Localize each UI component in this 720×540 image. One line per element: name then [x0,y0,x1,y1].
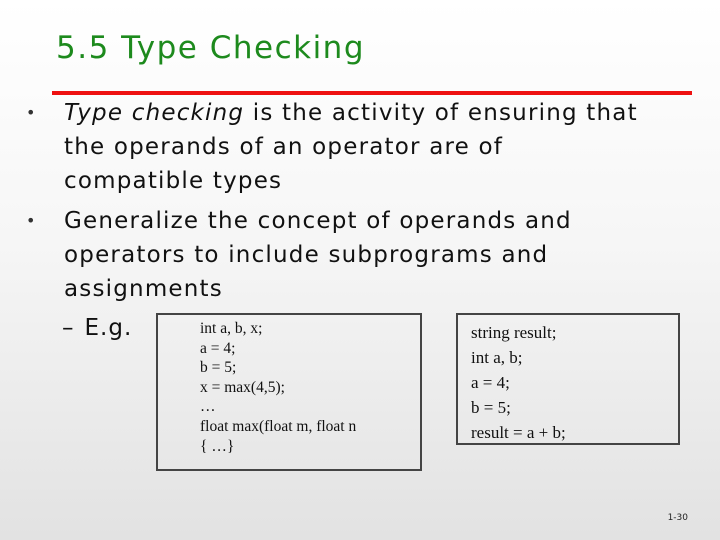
code-line: … [200,398,216,416]
bullet-type-checking [26,96,646,198]
code-example-subprogram [156,313,422,471]
emphasized-term: Type checking [64,100,245,126]
subbullet-example [62,311,132,345]
slide-title: 5.5 Type Checking [56,30,366,66]
code-line: b = 5; [471,398,511,417]
code-line: { …} [200,437,235,455]
code-line: b = 5; [200,359,237,377]
bullet-body-text: Generalize the concept of operands and operators to include subprograms and assignments [64,208,572,302]
code-line: int a, b; [471,348,523,367]
code-line: string result; [471,323,557,342]
code-line: x = max(4,5); [200,378,285,396]
code-example-assignment [456,313,680,445]
code-line: a = 4; [200,339,236,357]
code-line: int a, b, x; [200,320,263,337]
subbullet-dash: – [62,315,75,341]
code-line: a = 4; [471,373,510,392]
code-line: float max(float m, float n [200,417,357,435]
bullet-marker: • [26,103,37,122]
subbullet-label: E.g. [84,315,133,341]
title-underline-rule [52,91,692,95]
page-number: 1-30 [667,513,688,523]
code-line: result = a + b; [471,423,566,442]
bullet-generalize [26,204,646,306]
bullet-body-text: is the activity of ensuring that the operands of an operator are of compatible types [64,100,638,194]
bullet-text [26,96,646,198]
bullet-marker: • [26,211,37,230]
